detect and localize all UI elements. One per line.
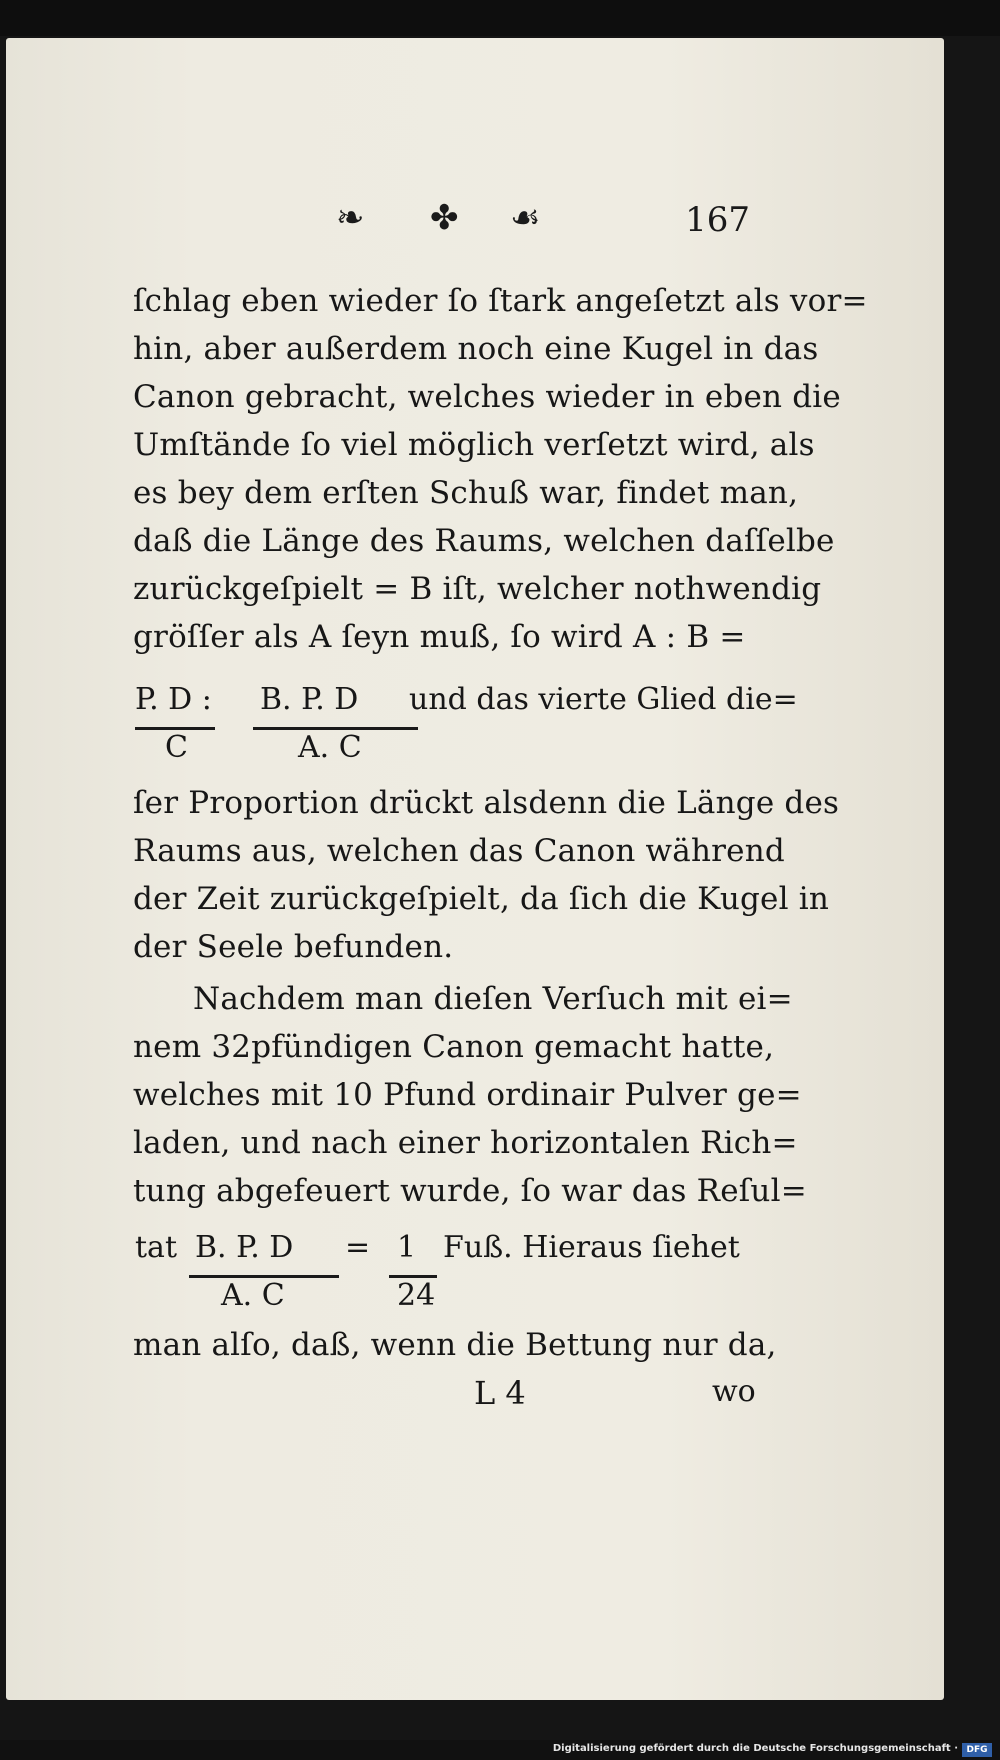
text-span: und das vierte Glied die=	[409, 682, 798, 717]
text-line: man alſo, daß, wenn die Bettung nur da,	[133, 1327, 777, 1363]
header-ornament-center-icon: ✤	[430, 198, 459, 238]
text-line: es bey dem erſten Schuß war, findet man,	[133, 475, 799, 511]
fraction-numerator: 1	[397, 1230, 417, 1265]
credit-bar	[0, 1740, 1000, 1760]
dfg-logo: DFG	[962, 1743, 992, 1757]
text-span: Fuß. Hieraus ſiehet	[443, 1230, 740, 1265]
fraction-numerator: B. P. D	[260, 682, 359, 717]
text-line: ſer Proportion drückt alsdenn die Länge des	[133, 785, 840, 821]
page-header	[330, 190, 750, 250]
signature-mark: L 4	[474, 1374, 526, 1412]
fraction-denominator: A. C	[221, 1278, 285, 1313]
text-line: welches mit 10 Pfund ordinair Pulver ge=	[133, 1077, 802, 1113]
text-line: zurückgeſpielt = B iſt, welcher nothwendig	[133, 571, 822, 607]
page-number: 167	[685, 200, 750, 240]
text-line: laden, und nach einer horizontalen Rich=	[133, 1125, 798, 1161]
fraction-line	[133, 1224, 753, 1320]
text-span: tat	[135, 1230, 177, 1265]
fraction-line	[133, 676, 798, 772]
fraction-numerator: B. P. D	[195, 1230, 294, 1265]
text-line: Canon gebracht, welches wieder in eben die	[133, 379, 841, 415]
text-line: der Zeit zurückgeſpielt, da ſich die Kugel in	[133, 881, 830, 917]
text-line: Raums aus, welchen das Canon während	[133, 833, 785, 869]
text-line: hin, aber außerdem noch eine Kugel in das	[133, 331, 819, 367]
credit-text: Digitalisierung gefördert durch die Deutsche Forschungsgemeinschaft ·	[552, 1743, 958, 1754]
catchword: wo	[712, 1374, 756, 1409]
fraction-denominator: C	[165, 730, 188, 765]
text-line: Nachdem man dieſen Verſuch mit ei=	[193, 981, 793, 1017]
text-line: ſchlag eben wieder ſo ſtark angeſetzt als vor=	[133, 283, 868, 319]
fraction-denominator: 24	[397, 1278, 436, 1313]
fraction-numerator: P. D :	[135, 682, 212, 717]
header-ornament-right-icon: ☙	[510, 198, 541, 238]
text-line: daß die Länge des Raums, welchen daſſelbe	[133, 523, 835, 559]
text-line: gröſſer als A ſeyn muß, ſo wird A : B =	[133, 619, 746, 655]
header-ornament-left-icon: ❧	[336, 198, 365, 238]
text-line: der Seele befunden.	[133, 929, 454, 965]
text-line: tung abgefeuert wurde, ſo war das Reſul=	[133, 1173, 807, 1209]
text-line: nem 32pfündigen Canon gemacht hatte,	[133, 1029, 775, 1065]
equals-sign: =	[345, 1230, 371, 1265]
fraction-denominator: A. C	[298, 730, 362, 765]
text-line: Umſtände ſo viel möglich verſetzt wird, als	[133, 427, 815, 463]
scan-top-edge	[0, 0, 1000, 36]
